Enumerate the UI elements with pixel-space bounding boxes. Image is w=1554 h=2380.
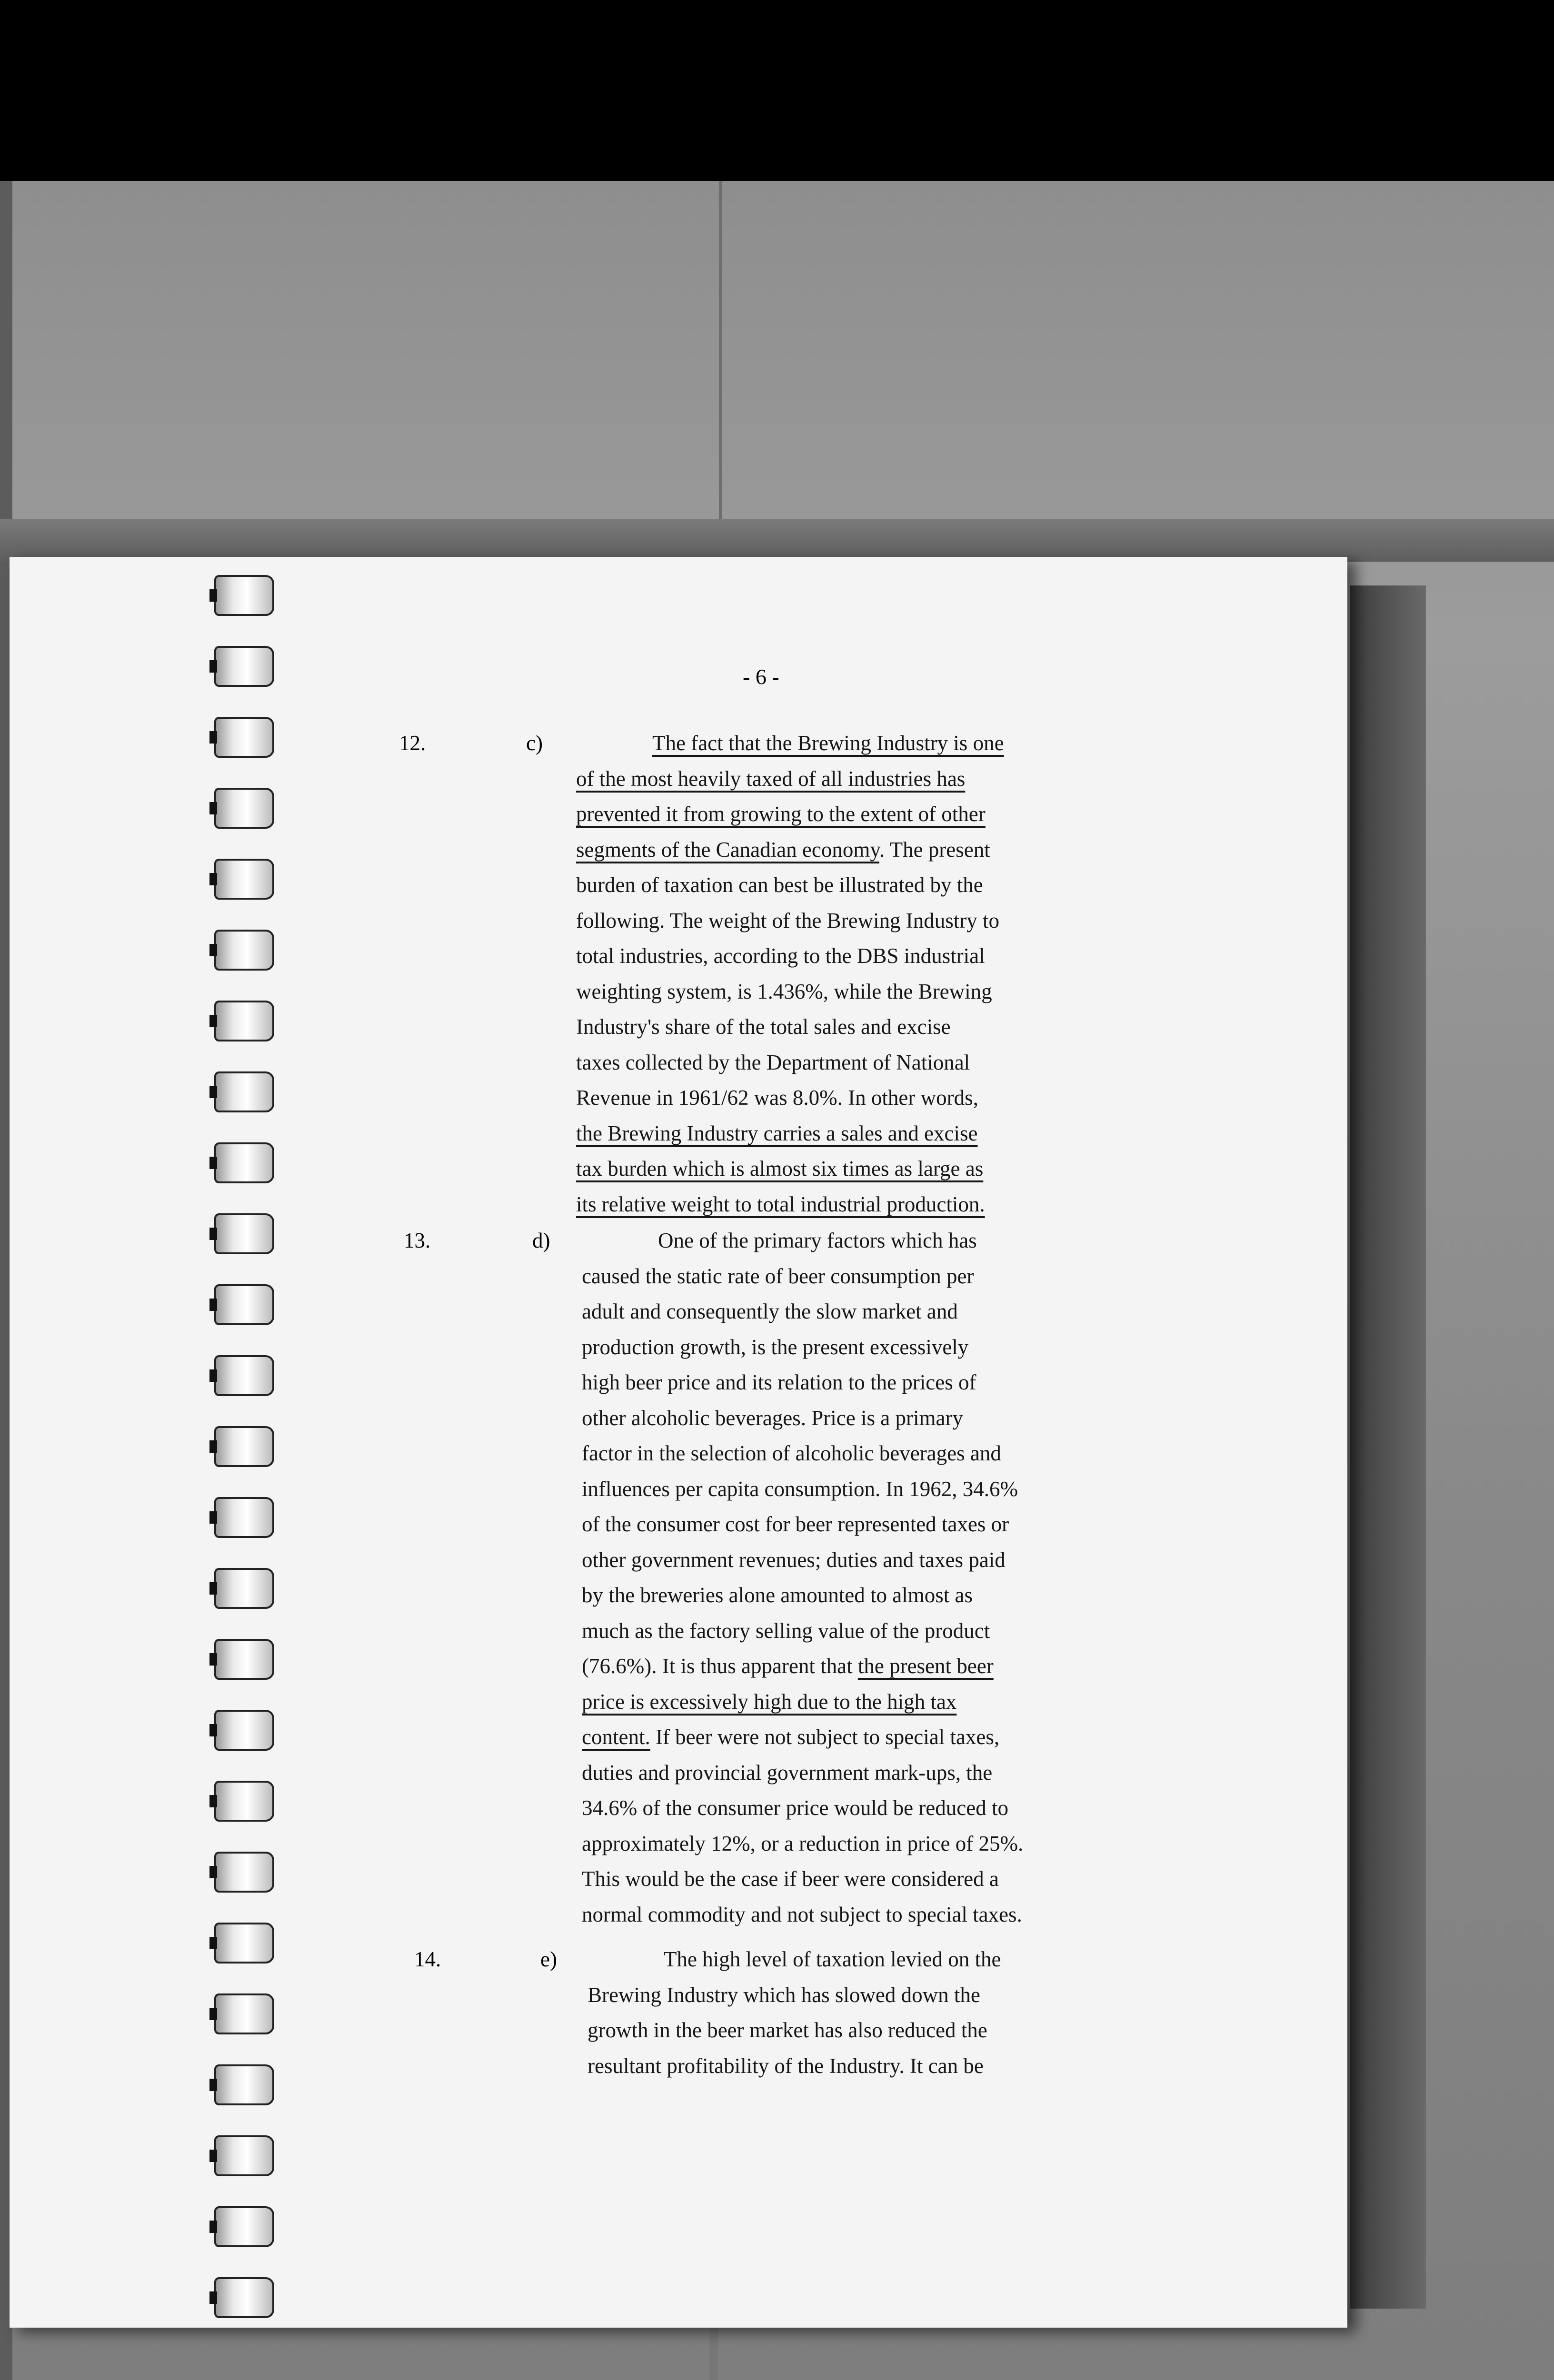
text-run: Industry's share of the total sales and excise [576,1015,951,1039]
spiral-coil [214,1426,274,1467]
underlined-text: content. [582,1725,650,1749]
text-line [582,1902,1022,1927]
paragraph-letter: d) [532,1229,550,1252]
text-line [576,1014,951,1039]
text-line [576,943,985,968]
spiral-coil [214,575,274,616]
text-run: (76.6%). It is thus apparent that [582,1654,858,1678]
spiral-coil [214,2135,274,2176]
text-run: 34.6% of the consumer price would be reduced to [582,1796,1008,1820]
text-run: factor in the selection of alcoholic beverages and [582,1441,1001,1465]
spiral-coil [214,1568,274,1609]
text-run: If beer were not subject to special taxes, [650,1725,1000,1749]
spiral-coil [214,859,274,900]
spiral-coil [214,1284,274,1325]
spiral-coil [214,1355,274,1396]
text-run: total industries, according to the DBS industrial [576,944,985,968]
text-line [582,1406,963,1430]
text-run: Revenue in 1961/62 was 8.0%. In other words, [576,1086,978,1110]
spiral-coil [214,717,274,758]
text-line [582,1264,974,1289]
text-line [652,731,1004,755]
page-number: - 6 - [743,664,779,689]
fold-line [719,181,722,571]
text-line [582,1654,994,1678]
text-run: other alcoholic beverages. Price is a primary [582,1406,963,1430]
text-line [582,1299,958,1324]
underlined-text: The fact that the Brewing Industry is one [652,731,1004,755]
text-line [576,1050,970,1075]
text-line [582,1725,999,1749]
text-line [576,1192,985,1217]
text-run: The high level of taxation levied on the [664,1947,1001,1971]
text-line [582,1618,990,1643]
spiral-coil [214,1071,274,1112]
text-line [588,1983,980,2007]
text-line [588,2053,984,2078]
spiral-coil [214,930,274,971]
text-line [576,1085,978,1110]
text-line [582,1547,1006,1572]
spiral-coil [214,788,274,829]
spiral-coil [214,646,274,687]
text-line [576,873,983,897]
spiral-coil [214,1852,274,1893]
text-line [576,1121,977,1146]
text-line [576,802,986,826]
text-run: growth in the beer market has also reduced the [588,2018,987,2042]
text-line [582,1795,1008,1820]
text-line [576,908,999,933]
spiral-coil [214,1781,274,1822]
text-line [576,837,990,862]
spiral-coil [214,2064,274,2105]
text-line [582,1866,999,1891]
text-line [576,979,992,1004]
text-run: production growth, is the present excessively [582,1335,969,1359]
underlined-text: tax burden which is almost six times as large as [576,1157,984,1180]
spiral-coil [214,1001,274,1041]
underlined-text: the present beer [857,1654,994,1678]
text-line [658,1228,977,1253]
underlined-text: the Brewing Industry carries a sales and excise [576,1121,978,1145]
text-run: influences per capita consumption. In 1962, 34.6% [582,1477,1018,1501]
spiral-coil [214,2277,274,2318]
paragraph-letter: e) [540,1947,557,1971]
spiral-coil [214,2206,274,2247]
text-run: duties and provincial government mark-ups, the [582,1760,993,1785]
underlined-text: of the most heavily taxed of all industries has [576,766,966,791]
text-line [582,1477,1018,1501]
text-line [582,1689,956,1714]
text-run: much as the factory selling value of the product [582,1618,990,1643]
paragraph-number: 12. [399,731,426,755]
text-run: One of the primary factors which has [658,1229,977,1252]
text-run: . The present [879,837,990,862]
text-run: by the breweries alone amounted to almost as [582,1583,973,1607]
text-run: adult and consequently the slow market and [582,1299,958,1323]
underlined-text: price is excessively high due to the high tax [582,1689,957,1714]
text-line [582,1583,973,1607]
paragraph-number: 14. [414,1947,441,1971]
spiral-binding [209,566,286,2328]
spiral-coil [214,1213,274,1254]
text-line [582,1335,968,1359]
page-shadow [1350,585,1426,2309]
paragraph-number: 13. [404,1229,431,1252]
text-run: normal commodity and not subject to special taxes. [582,1902,1022,1926]
underlined-text: prevented it from growing to the extent of other [576,802,986,826]
text-run: of the consumer cost for beer represented taxes or [582,1512,1009,1536]
text-run: resultant profitability of the Industry. It can be [588,2053,984,2078]
spiral-coil [214,1639,274,1680]
underlined-text: segments of the Canadian economy [576,837,879,862]
text-run: caused the static rate of beer consumption per [582,1264,974,1288]
text-run: taxes collected by the Department of National [576,1050,970,1074]
text-line [588,2018,987,2043]
text-run: weighting system, is 1.436%, while the Brewing [576,979,992,1003]
text-line [582,1370,976,1395]
text-line [582,1760,992,1785]
spiral-coil [214,1142,274,1183]
text-run: approximately 12%, or a reduction in price of 25%. [582,1831,1024,1855]
text-run: other government revenues; duties and taxes paid [582,1547,1006,1572]
spiral-coil [214,1923,274,1964]
underlined-text: its relative weight to total industrial production. [576,1192,985,1216]
text-run: high beer price and its relation to the prices of [582,1370,976,1394]
fold-line-lower [709,2323,718,2380]
spiral-coil [214,1993,274,2034]
text-run: This would be the case if beer were considered a [582,1867,999,1891]
text-line [582,1441,1001,1466]
spiral-coil [214,1497,274,1538]
text-run: following. The weight of the Brewing Industry to [576,908,1000,932]
text-line [664,1947,1001,1972]
text-line [576,1156,983,1181]
text-line [582,1831,1023,1856]
board-edge [0,519,1554,562]
text-run: Brewing Industry which has slowed down the [588,1983,980,2007]
text-line [576,766,965,791]
paragraph-letter: c) [526,731,543,755]
text-run: burden of taxation can best be illustrated by the [576,873,983,897]
text-line [582,1512,1009,1537]
spiral-coil [214,1710,274,1751]
